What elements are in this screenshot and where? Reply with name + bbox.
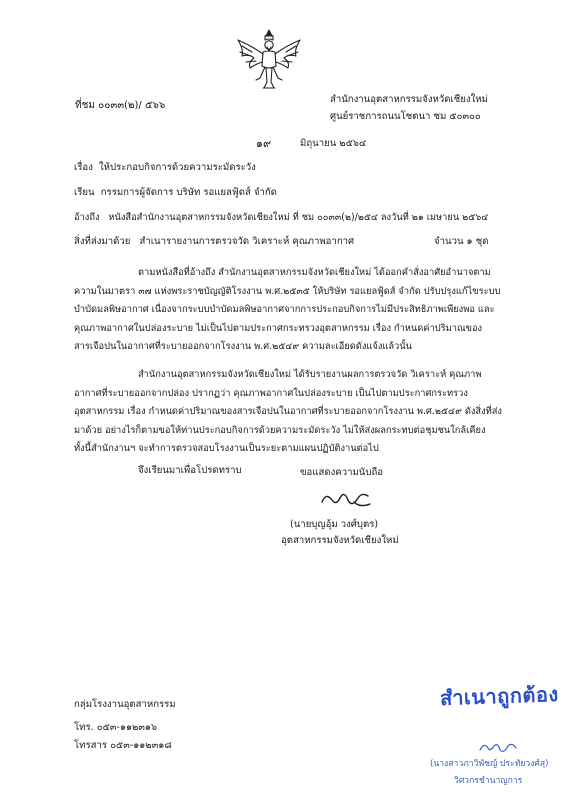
- issuing-office-address: ศูนย์ราชการถนนโชตนา ชม ๕๐๓๐๐: [330, 111, 481, 122]
- reference-label: อ้างถึง: [74, 212, 100, 223]
- stamp-signature: [476, 738, 520, 758]
- body-paragraph-1: [74, 264, 504, 357]
- regards-text: ขอแสดงความนับถือ: [300, 467, 384, 478]
- enclosure-count: จำนวน ๑ ชุด: [434, 236, 489, 247]
- reference-line: [74, 212, 488, 224]
- certified-copy-stamp: สำเนาถูกต้อง: [439, 681, 560, 711]
- recipient-label: เรียน: [74, 187, 95, 198]
- paragraph-1-line: คุณภาพอากาศในปล่องระบาย ไม่เป็นไปตามประกาศกระทรวงอุตสาหกรรม เรื่อง กำหนดค่าปริมาณของ: [74, 322, 483, 334]
- signature-scribble: [318, 486, 374, 512]
- signer-title: อุตสาหกรรมจังหวัดเชียงใหม่: [281, 535, 399, 546]
- reference-text: หนังสือสำนักงานอุตสาหกรรมจังหวัดเชียงใหม่ ที่ ชม ๐๐๓๓(๒)/๒๕๔ ลงวันที่ ๒๑ เมษายน ๒๕๖๔: [108, 212, 489, 223]
- garuda-emblem: [232, 26, 306, 92]
- paragraph-1-line: ตามหนังสือที่อ้างถึง สำนักงานอุตสาหกรรมจังหวัดเชียงใหม่ ได้ออกคำสั่งอาศัยอำนาจตาม: [138, 267, 491, 278]
- stamp-officer-name: (นางสาวภาวิพัชญ์ ประทัยวงศ์สุ): [430, 759, 549, 769]
- paragraph-2-line: อุตสาหกรรม เรื่อง กำหนดค่าปริมาณของสารเจือปนในอากาศที่ระบายออกจากโรงงาน พ.ศ.๒๕๔๙ ดังสิ่งที่ส่ง: [74, 406, 502, 417]
- paragraph-1-line: บำบัดมลพิษอากาศ เนื่องจากระบบบำบัดมลพิษอากาศจากการประกอบกิจการไม่มีประสิทธิภาพเพียงพอ และ: [74, 304, 495, 315]
- stamp-officer-title: วิศวกรชำนาญการ: [454, 776, 523, 786]
- paragraph-2-line: มาด้วย อย่างไรก็ตามขอให้ท่านประกอบกิจการด้วยความระมัดระวัง ไม่ให้ส่งผลกระทบต่อชุมชนใกล้เคียง: [74, 424, 486, 436]
- paragraph-1-line: ความในมาตรา ๓๗ แห่งพระราชบัญญัติโรงงาน พ.ศ.๒๕๓๕ ให้บริษัท รอแยลฟู้ดส์ จำกัด ปรับปรุงแก้ไขระบบ: [74, 285, 501, 297]
- paragraph-2-line: ทั้งนี้สำนักงานฯ จะทำการตรวจสอบโรงงานเป็นระยะตามแผนปฏิบัติงานต่อไป: [74, 443, 379, 454]
- subject-text: ให้ประกอบกิจการด้วยความระมัดระวัง: [99, 162, 256, 173]
- closing-sentence: จึงเรียนมาเพื่อโปรดทราบ: [138, 465, 242, 476]
- paragraph-1-line: สารเจือปนในอากาศที่ระบายออกจากโรงงาน พ.ศ.๒๕๔๙ ความละเอียดดังแจ้งแล้วนั้น: [74, 341, 412, 352]
- signer-name: (นายบุญอุ้ม วงศ์บุตร): [290, 519, 379, 530]
- footer-unit: กลุ่มโรงงานอุตสาหกรรม: [74, 699, 176, 710]
- enclosure-label: สิ่งที่ส่งมาด้วย: [74, 236, 131, 247]
- recipient-text: กรรมการผู้จัดการ บริษัท รอแยลฟู้ดส์ จำกัด: [100, 187, 277, 198]
- date-month-year: มิถุนายน ๒๕๖๔: [300, 138, 367, 149]
- issuing-office-name: สำนักงานอุตสาหกรรมจังหวัดเชียงใหม่: [330, 94, 488, 105]
- date-day: ๑๙: [256, 137, 272, 150]
- subject-line: [74, 162, 256, 174]
- recipient-line: [74, 187, 277, 199]
- footer-phone: โทร. ๐๕๓-๑๑๒๓๑๖: [74, 722, 158, 733]
- footer-fax: โทรสาร ๐๕๓-๑๑๒๓๑๘: [74, 740, 172, 751]
- body-paragraph-2: [74, 366, 504, 459]
- subject-label: เรื่อง: [74, 162, 93, 173]
- enclosure-text: สำเนารายงานการตรวจวัด วิเคราะห์ คุณภาพอากาศ: [139, 236, 355, 247]
- enclosure-line: [74, 236, 354, 248]
- document-number: ที่ชม ๐๐๓๓(๒)/ ๕๖๖: [75, 100, 166, 111]
- paragraph-2-line: สำนักงานอุตสาหกรรมจังหวัดเชียงใหม่ ได้รับรายงานผลการตรวจวัด วิเคราะห์ คุณภาพ: [138, 369, 482, 380]
- paragraph-2-line: อากาศที่ระบายออกจากปล่อง ปรากฏว่า คุณภาพอากาศในปล่องระบาย เป็นไปตามประกาศกระทรวง: [74, 387, 468, 399]
